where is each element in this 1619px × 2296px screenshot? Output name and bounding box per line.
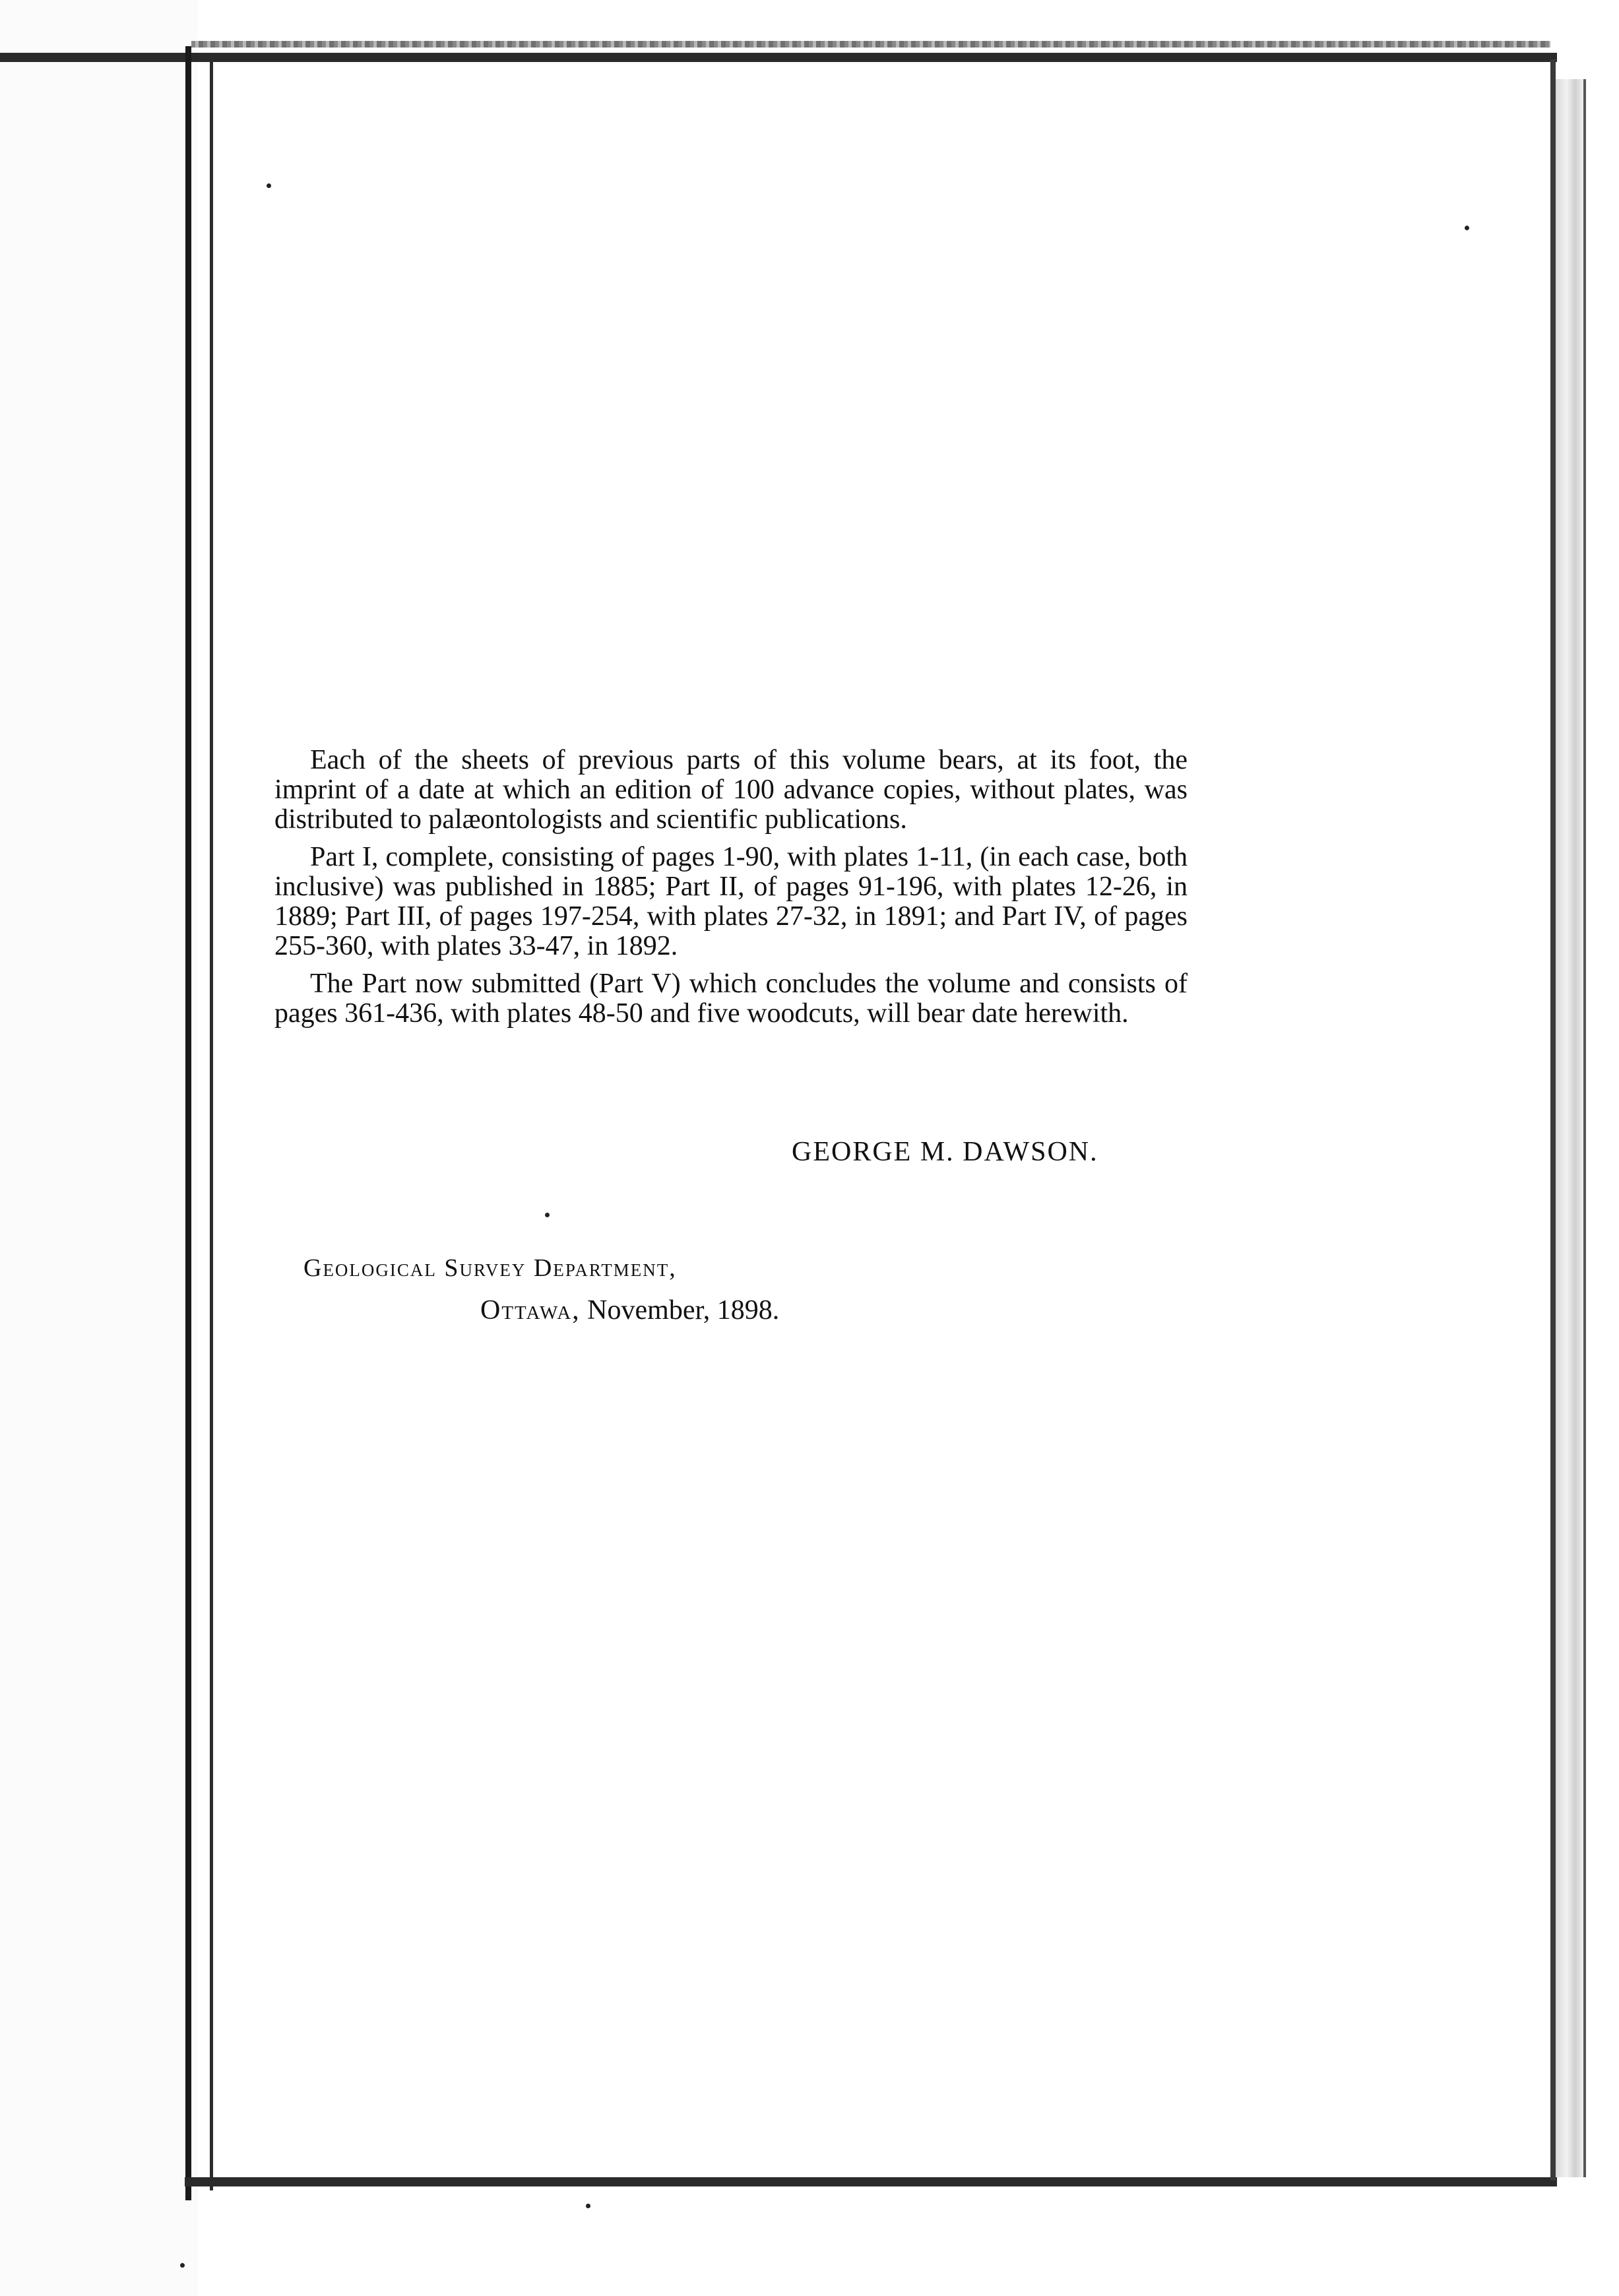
scan-speck <box>586 2204 590 2208</box>
left-margin <box>0 0 198 2296</box>
bottom-page-edge <box>185 2177 1557 2186</box>
top-page-edge-texture <box>191 41 1550 48</box>
paragraph-parts-published: Part I, complete, consisting of pages 1-90, with plates 1-11, (in each case, both inclusive) was published in 1885; Part II, of pages 91-196, with plates 12-26, in 1889; Part III, of pages 197-254, with plates 27-32, in 1891; and Part IV, of pages 255-360, with plates 33-47, in 1892. <box>274 842 1188 961</box>
scan-speck <box>1465 226 1469 230</box>
paragraph-part-five: The Part now submitted (Part V) which concludes the volume and consists of pages 361-436, with plates 48-50 and five woodcuts, will bear date herewith. <box>274 969 1188 1029</box>
place-date-line <box>480 1294 779 1326</box>
date-text: November, 1898. <box>587 1295 780 1325</box>
paragraph-advance-copies: Each of the sheets of previous parts of this volume bears, at its foot, the imprint of a date at which an edition of 100 advance copies, without plates, was distributed to palæontologists and scientific publications. <box>274 745 1188 835</box>
scan-speck <box>267 183 271 188</box>
page-stack-edge <box>1556 79 1586 2177</box>
signature: GEORGE M. DAWSON. <box>792 1137 1098 1167</box>
place-name: Ottawa, <box>480 1295 581 1325</box>
body-text <box>274 746 1188 1036</box>
page-left-edge <box>210 53 213 2190</box>
right-page-edge <box>1550 59 1556 2181</box>
scan-speck <box>180 2263 185 2268</box>
top-page-edge <box>0 53 1557 62</box>
scan-speck <box>545 1213 550 1217</box>
binding-edge <box>185 46 191 2200</box>
department-line: Geological Survey Department, <box>303 1254 677 1282</box>
